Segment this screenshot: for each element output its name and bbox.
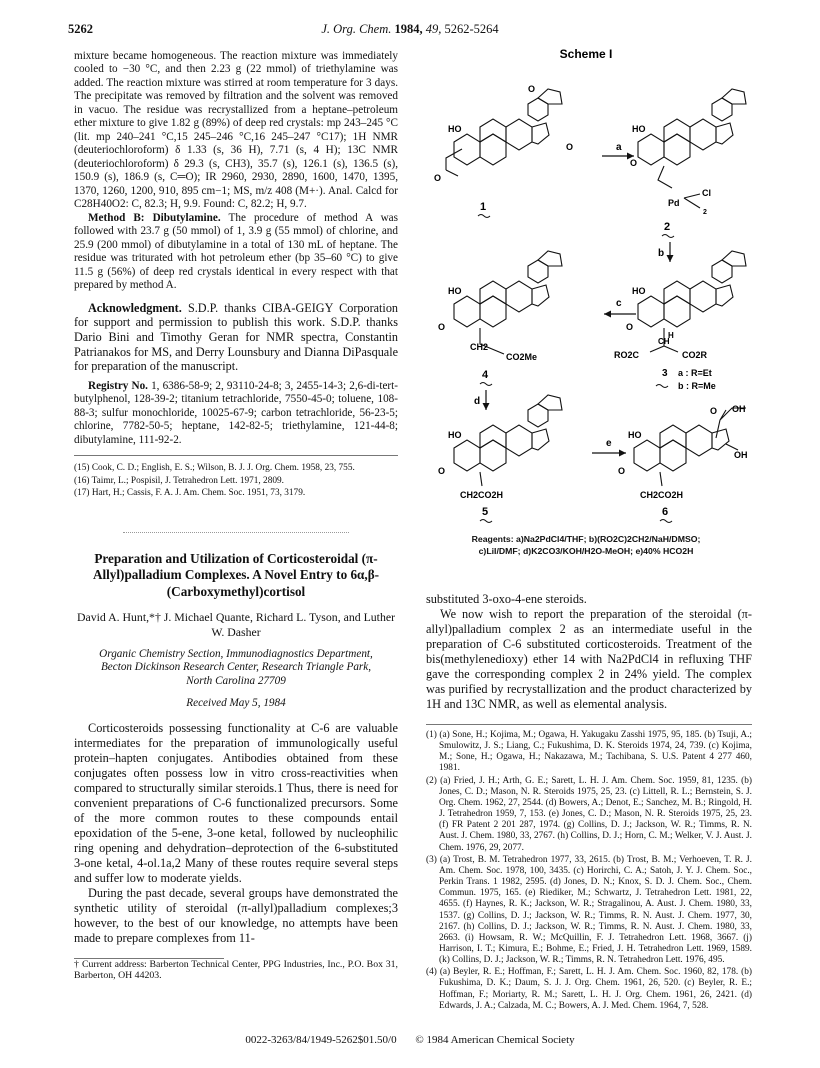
label-o: O xyxy=(618,466,626,476)
journal-year: 1984, xyxy=(394,22,423,36)
method-b-text: The procedure of method A was followed with 23.7 g (50 mmol) of 1, 3.9 g (55 mmol) of chlorine, and 25.9 (200 mmol) of dibutylamine in a total of 130 mL of heptane. The residue was triturated with hot petroleum ether (bp 35–60 °C) to give 11.5 g (56%) of deep red crystals identical in every respect with that prepared by method A. xyxy=(74,211,399,292)
wavy-underline xyxy=(656,385,668,388)
journal-volume: 49, xyxy=(425,22,442,36)
compound-number-6: 6 xyxy=(662,506,669,518)
structure-6 xyxy=(618,404,748,523)
label-co2me: CO2Me xyxy=(506,352,538,362)
registry-heading: Registry No. xyxy=(88,379,148,392)
experimental-continued: mixture became homogeneous. The reaction mixture was immediately cooled to −30 °C, and then 2.23 g (22 mmol) of triethylamine was added. The reaction mixture was stirred at room temperature for 3 days. The precipitate was removed by filtration and the solvent was removed in vacuo. The residue was recrystallized from a heptane–petroleum ether mixture to give 1.82 g (89%) of deep red crystals: mp 243–245 °C (lit. mp 240–241 °C,15 245–246 °C,16 245–247 °C17); 1H NMR (deuteriochloroform) δ 1.33 (s, 36 H), 7.71 (s, 4 H); 13C NMR (deuteriochloroform) δ 29.3 (s, CH3), 35.7 (s), 126.1 (s), 136.5 (s), 150.9 (s), 186.9 (s, C═O); IR 2960, 2930, 2890, 1600, 1470, 1395, 1370, 1260, 1200, 910, 895 cm−1; MS, m/z 408 (M+·). Anal. Calcd for C28H40O2: C, 82.3; H, 9.9. Found: C, 82.2; H, 9.7. xyxy=(74,50,398,211)
label-ch: CH xyxy=(658,337,670,346)
label-ho: HO xyxy=(448,286,462,296)
author-affiliation: Organic Chemistry Section, Immunodiagnostics Department, Becton Dickinson Research Center, Research Triangle Park, North Carolina 27709 xyxy=(99,647,373,687)
label-ro2c: RO2C xyxy=(614,350,640,360)
label-o: O xyxy=(438,322,446,332)
scheme-1 xyxy=(420,48,752,580)
scheme-structures xyxy=(420,48,752,534)
method-b-heading: Method B: Dibutylamine. xyxy=(88,211,221,224)
author-footnote: † Current address: Barberton Technical Center, PPG Industries, Inc., P.O. Box 31, Barberton, OH 44203. xyxy=(74,958,398,982)
price-code: 0022-3263/84/1949-5262$01.50/0 xyxy=(245,1034,397,1046)
label-co2r: CO2R xyxy=(682,350,708,360)
wavy-underline xyxy=(480,383,492,386)
reference-item: (4) (a) Beyler, R. E.; Hoffman, F.; Sarett, L. H. J. Am. Chem. Soc. 1960, 82, 178. (b) Fukushima, D. K.; Daum, S. J. J. Org. Chem. 1961, 26, 520. (c) Beyler, R. E.; Hoffman, F.; Moriarty, R. M.; Sarett, L. H. J. Org. Chem. 1961, 26, 2421. (d) Edwards, J. A.; Calzada, M. C.; Bowers, A. J. Med. Chem. 1964, 7, 528. xyxy=(426,967,752,1011)
reagents-line-2: c)LiI/DMF; d)K2CO3/KOH/H2O-MeOH; e)40% HCO2H xyxy=(478,545,694,556)
references-divider xyxy=(426,724,752,725)
step-label-d: d xyxy=(474,396,481,407)
wavy-underline xyxy=(480,520,492,523)
registry-paragraph xyxy=(74,380,398,447)
wavy-underline xyxy=(662,235,674,238)
references-list-left xyxy=(74,463,398,498)
right-body-paragraph: We now wish to report the preparation of the steroidal (π-allyl)palladium complex 2 as an intermediate useful in the preparation of C-6 substituted corticosteroids. Treatment of the bis(methylenedioxy) ether 14 with Na2PdCl4 in refluxing THF gave the corresponding complex 2 in 24% yield. The complex was purified by recrystallization and the product characterized by 1H and 13C NMR, as well as elemental analysis. xyxy=(426,607,752,711)
wavy-underline xyxy=(660,520,672,523)
step-label-a: a xyxy=(616,142,622,153)
article-authors: David A. Hunt,*† J. Michael Quante, Richard L. Tyson, and Luther W. Dasher xyxy=(76,610,396,639)
reference-item: (3) (a) Trost, B. M. Tetrahedron 1977, 33, 2615. (b) Trost, B. M.; Verhoeven, T. R. J. Am. Chem. Soc. 1978, 100, 3435. (c) Horirchi, C. A.; Satoh, J. Y. J. Chem. Soc., Perkin Trans. 1 1982, 2595. (d) Jones, D. N.; Knox, S. D. J. Chem. Soc., Chem. Commun. 1975, 165. (e) Riediker, M.; Schwartz, J. Tetrahedron Lett. 1981, 22, 4655. (f) Haynes, R. K.; Jackson, W. R.; Stragalinou, A. Aust. J. Chem. 1980, 33, 1537. (g) Collins, D. J.; Jackson, W. R.; Timms, R. N. Aust. J. Chem. 1977, 30, 2167. (h) Collins, D. J.; Jackson, W. R.; Timms, R. N. Aust. J. Chem. 1980, 33, 2663. (i) Howsam, R. W.; McQuillin, F. J. Tetrahedron Lett. 1968, 3667. (j) Harrison, I. T.; Kimura, E.; Bohme, E.; Fried, J. H. Tetrahedron Lett. 1969, 1589. (k) Collins, D. J.; Jackson, W. R.; Timms, R. N. Tetrahedron Lett. 1976, 495. xyxy=(426,854,752,966)
label-ch2: CH2 xyxy=(470,342,489,352)
registry-text: 1, 6386-58-9; 2, 93110-24-8; 3, 2455-14-3; 2,6-di-tert-butylphenol, 128-39-2; titanium tetrachloride, 7550-45-0; toluene, 108-88-3; sulfur monochloride, 10025-67-9; carbon tetrachloride, 56-23-5; chlorine, 7782-50-5; heptane, 142-82-5; triethylamine, 121-44-8; dibutylamine, 111-92-2. xyxy=(74,379,398,446)
running-header xyxy=(68,22,752,38)
label-o: O xyxy=(528,84,536,94)
compound-number-2: 2 xyxy=(664,221,671,233)
label-ch2co2h: CH2CO2H xyxy=(640,490,684,500)
reference-item: (1) (a) Sone, H.; Kojima, M.; Ogawa, H. Yakugaku Zasshi 1975, 95, 185. (b) Tsuji, A.; Smulowitz, J. S.; Liang, C.; Fukushima, D. K. Steroids 1974, 24, 739. (c) Kojima, M.; Sone, H.; Ogawa, H.; Nakazawa, M.; Tachibana, S. U.S. Patent 4 277 460, 1981. xyxy=(426,730,752,774)
structure-5 xyxy=(438,395,562,523)
reagents-line-1: Reagents: a)Na2PdCl4/THF; b)(RO2C)2CH2/NaH/DMSO; xyxy=(471,534,701,544)
reference-item: (15) Cook, C. D.; English, E. S.; Wilson, B. J. J. Org. Chem. 1958, 23, 755. xyxy=(74,463,355,474)
structure-2 xyxy=(630,89,746,238)
compound-number-4: 4 xyxy=(482,369,489,381)
page-number: 5262 xyxy=(68,22,93,36)
right-column xyxy=(426,592,752,1013)
label-3b: b : R=Me xyxy=(678,381,716,391)
label-oh: OH xyxy=(734,450,748,460)
references-divider xyxy=(74,455,398,456)
label-ho: HO xyxy=(628,430,642,440)
reference-item: (2) (a) Fried, J. H.; Arth, G. E.; Sarett, L. H. J. Am. Chem. Soc. 1959, 81, 1235. (b) Jones, C. D.; Mason, N. R. Steroids 1975, 25, 23. (c) Littell, R. L.; Bernstein, S. J. Org. Chem. 1962, 27, 2544. (d) Bowers, A.; Denot, E.; Sanchez, M. B.; Ringold, H. J. Tetrahedron 1959, 7, 153. (e) Jones, C. D.; Mason, N. R. Steroids 1975, 25, 23. (f) FR Patent 2 201 287, 1974. (g) Collins, D. J.; Jackson, W. R.; Timms, R. N. Aust. J. Chem. 1980, 33, 2767. (h) Collins, D. J.; Horn, C. M.; Welker, V. J. Aust. J. Chem. 1976, 29, 2077. xyxy=(426,775,752,853)
right-continued: substituted 3-oxo-4-ene steroids. xyxy=(426,592,587,606)
compound-number-1: 1 xyxy=(480,201,487,213)
wavy-underline xyxy=(478,215,490,218)
body-paragraph-1: Corticosteroids possessing functionality at C-6 are valuable intermediates for the preparation of immunologically useful protein–hapten conjugates. Antibodies obtained from these conjugates often possess low in vitro cross-reactivities when compared to structurally similar steroids.1 Thus, there is need for convenient preparations of C-6 functionalized precursors. Some of the more common routes to these compounds entail epoxidation of the 5-ene, 3-one ketal, followed by nucleophilic ring opening and dehydration–deprotection of the 6-substituted 3-one ketal, 4-ol.1a,2 Many of these routes require several steps and suffer low to moderate yields. xyxy=(74,720,398,885)
compound-number-5: 5 xyxy=(482,506,489,518)
journal-citation xyxy=(68,22,752,37)
label-ch2co2h: CH2CO2H xyxy=(460,490,504,500)
reference-item: (17) Hart, H.; Cassis, F. A. J. Am. Chem. Soc. 1951, 73, 3179. xyxy=(74,487,306,498)
journal-pages: 5262-5264 xyxy=(444,22,499,36)
acknowledgment-paragraph xyxy=(74,301,398,374)
structure-3 xyxy=(614,251,746,391)
compound-number-3: 3 xyxy=(662,368,668,379)
received-date: Received May 5, 1984 xyxy=(186,697,286,710)
acknowledgment-heading: Acknowledgment. xyxy=(88,300,182,315)
label-3a: a : R=Et xyxy=(678,368,712,378)
label-oh: OH xyxy=(732,404,746,414)
page-footer xyxy=(0,1034,820,1046)
label-subscript: 2 xyxy=(703,209,707,216)
label-cl: Cl xyxy=(702,188,711,198)
label-o: O xyxy=(434,173,442,183)
label-o: O xyxy=(630,158,638,168)
structure-4 xyxy=(438,251,562,386)
reference-item: (16) Taimr, L.; Pospisil, J. Tetrahedron Lett. 1971, 2809. xyxy=(74,475,284,486)
label-o: O xyxy=(626,322,634,332)
label-o: O xyxy=(710,406,718,416)
label-ho: HO xyxy=(448,124,462,134)
references-list-right xyxy=(426,730,752,1012)
structure-1 xyxy=(434,84,573,218)
article-title: Preparation and Utilization of Corticosteroidal (π-Allyl)palladium Complexes. A Novel Entry to 6α,β-(Carboxymethyl)cortisol xyxy=(92,550,380,599)
copyright-notice: © 1984 American Chemical Society xyxy=(415,1034,575,1046)
label-pd: Pd xyxy=(668,198,680,208)
label-ho: HO xyxy=(632,286,646,296)
article-separator xyxy=(123,532,349,533)
scheme-title: Scheme I xyxy=(559,48,613,61)
left-column xyxy=(74,50,398,982)
label-o: O xyxy=(438,466,446,476)
scheme-reagents xyxy=(420,534,752,557)
journal-abbrev: J. Org. Chem. xyxy=(321,22,392,36)
step-label-b: b xyxy=(658,248,665,259)
acknowledgment-text: S.D.P. thanks CIBA-GEIGY Corporation for support and permission to publish this work. S.D.P. thanks Dario Bini and Timothy Geran for NMR spectra, Constantin Patrianakos for MS, and Derry Lounsbury and Dianna DiPasquale for preparation of the manuscript. xyxy=(74,300,399,374)
label-o: O xyxy=(566,142,574,152)
label-ho: HO xyxy=(448,430,462,440)
step-label-c: c xyxy=(616,298,622,309)
label-h: H xyxy=(668,331,674,340)
step-label-e: e xyxy=(606,438,612,449)
label-ho: HO xyxy=(632,124,646,134)
body-paragraph-2: During the past decade, several groups have demonstrated the synthetic utility of steroidal (π-allyl)palladium complexes;3 however, to the best of our knowledge, no attempts have been made to prepare complexes from 11- xyxy=(74,885,398,945)
method-b-paragraph xyxy=(74,212,398,293)
